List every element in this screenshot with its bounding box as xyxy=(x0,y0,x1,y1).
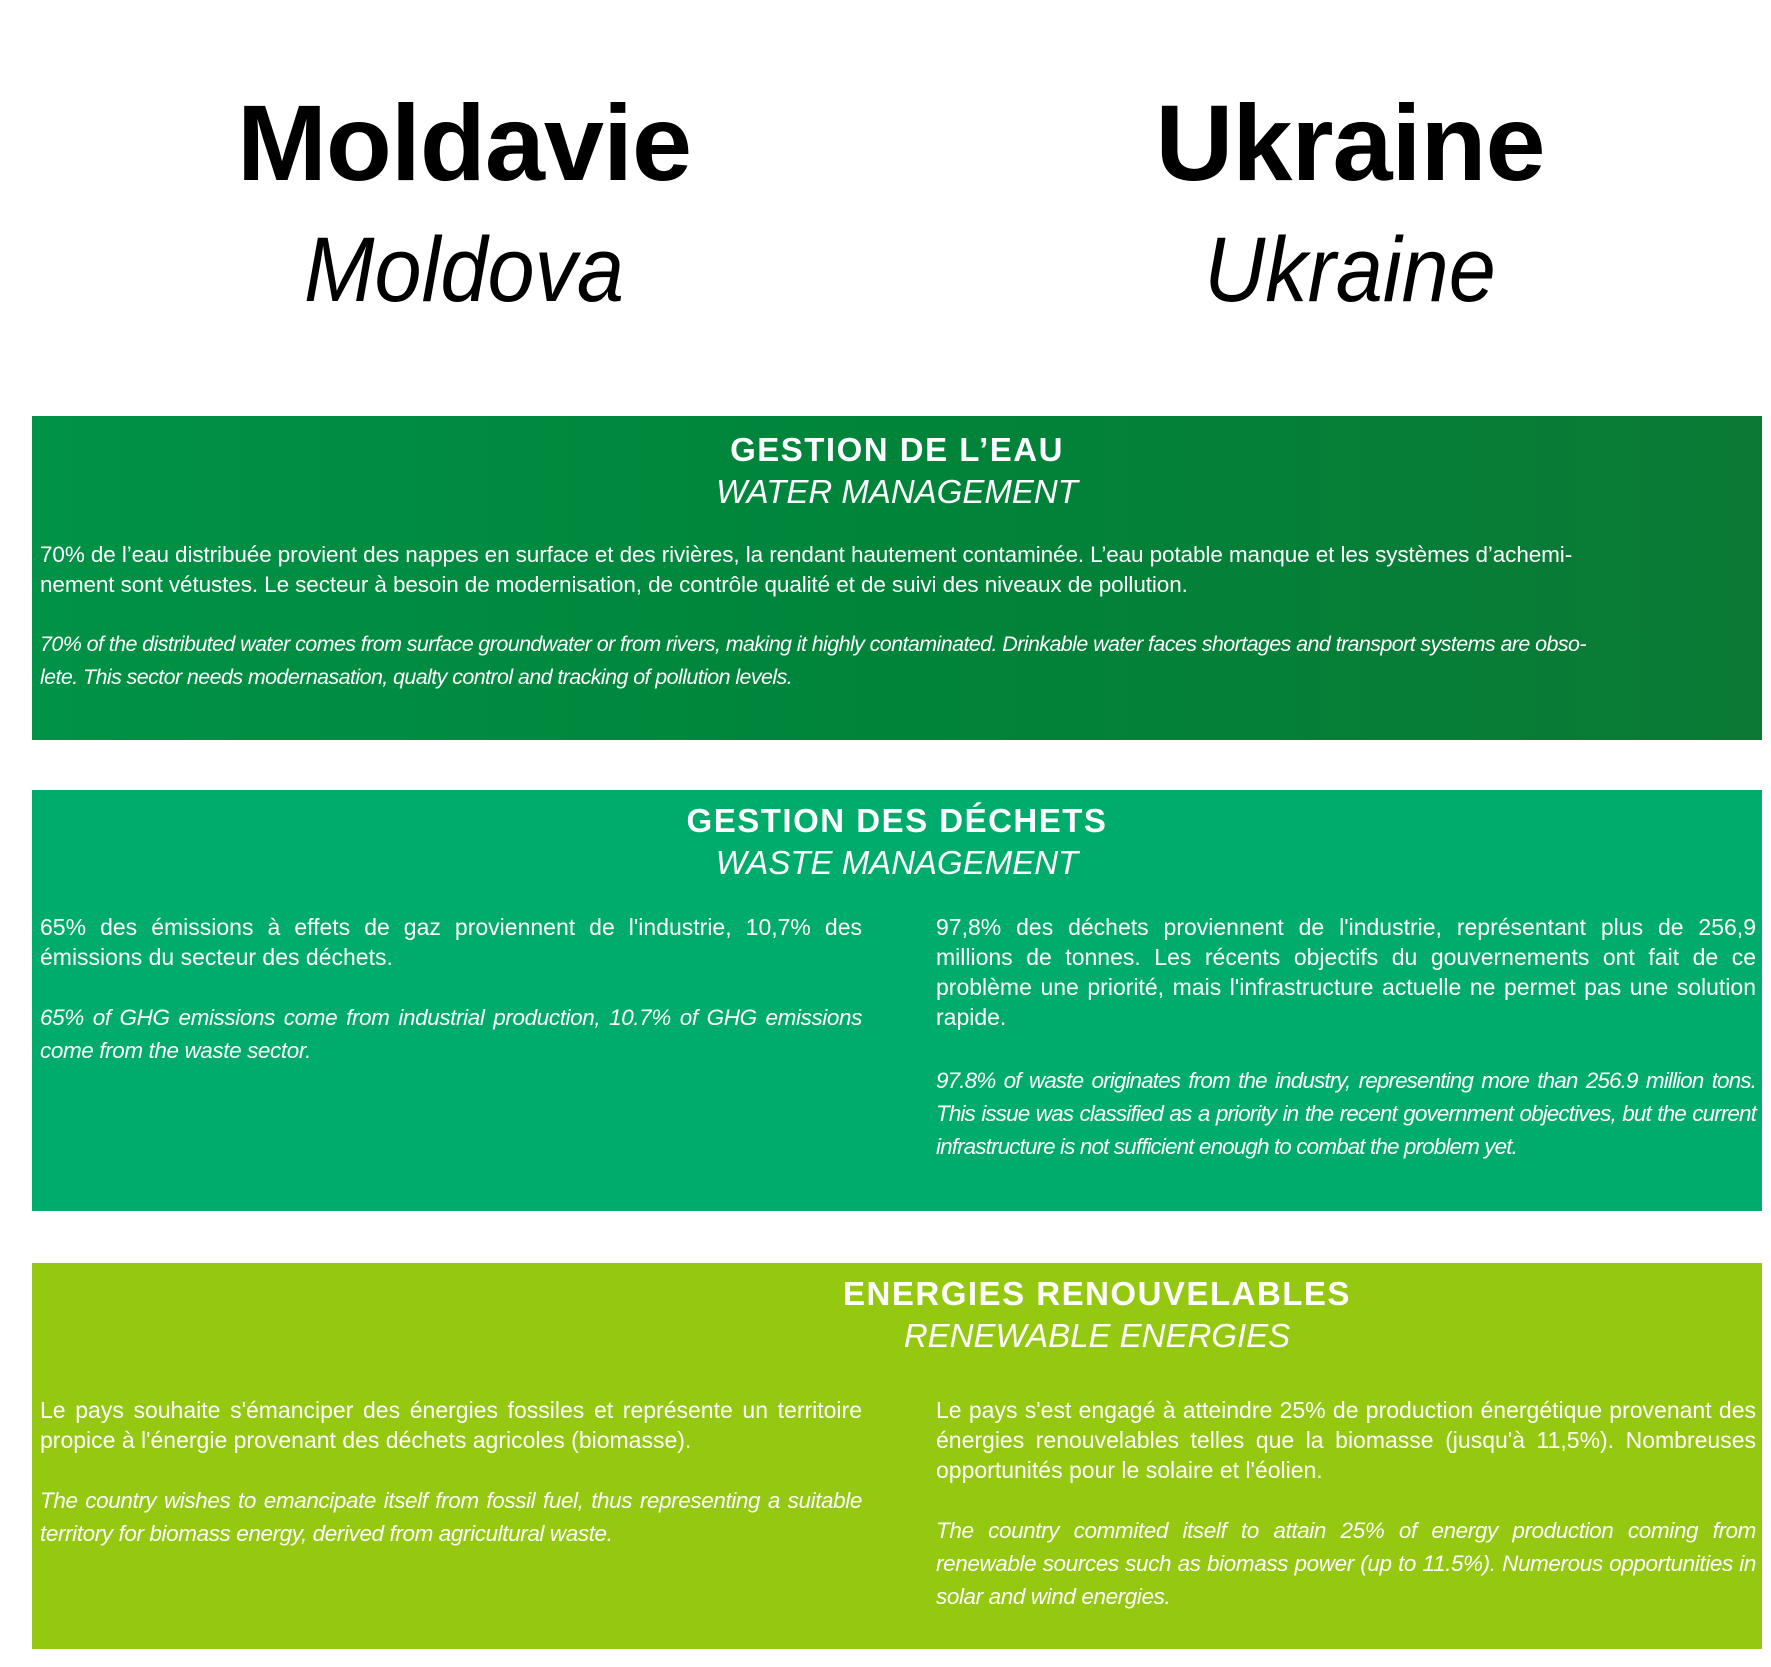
waste-moldova-text-fr: 65% des émissions à effets de gaz proviennent de l'industrie, 10,7% des émissions du secteur des déchets. xyxy=(40,914,862,970)
waste-management-panel xyxy=(32,790,1762,1211)
country-heading-moldova xyxy=(114,80,814,335)
energy-moldova-text-en: The country wishes to emancipate itself from fossil fuel, thus representing a suitable territory for biomass energy, derived from agricultural waste. xyxy=(40,1488,862,1546)
panel-title: ENERGIES RENOUVELABLES xyxy=(843,1275,1351,1312)
waste-ukraine-text-en: 97.8% of waste originates from the industry, representing more than 256.9 million tons. This issue was classified as a priority in the recent government objectives, but the current infrastructure is not sufficient enough to combat the problem yet. xyxy=(936,1068,1756,1159)
energy-ukraine-text-en: The country commited itself to attain 25% of energy production coming from renewable sources such as biomass power (up to 11.5%). Numerous opportunities in solar and wind energies. xyxy=(936,1518,1756,1609)
country-heading-ukraine xyxy=(1000,80,1700,335)
water-text-fr: 70% de l’eau distribuée provient des nappes en surface et des rivières, la rendant hautement contaminée. L’eau potable manque et les systèmes d’achemi- nement sont vétustes. Le secteur à besoin de modernisation, de contrôle qualité et de suivi des niveaux de pollution. xyxy=(40,542,1573,597)
panel-subtitle: WATER MANAGEMENT xyxy=(716,473,1078,510)
panel-title: GESTION DE L’EAU xyxy=(730,431,1064,468)
energy-ukraine-text-fr: Le pays s'est engagé à atteindre 25% de production énergétique provenant des énergies renouvelables telles que la biomasse (jusqu'à 11,5%). Nombreuses opportunités pour le solaire et l'éolien. xyxy=(936,1397,1756,1483)
panel-subtitle: RENEWABLE ENERGIES xyxy=(903,1317,1291,1354)
panel-title: GESTION DES DÉCHETS xyxy=(686,802,1108,839)
renewable-energies-panel xyxy=(32,1263,1762,1649)
panel-subtitle: WASTE MANAGEMENT xyxy=(715,844,1079,881)
water-management-panel xyxy=(32,416,1762,740)
energy-moldova-text-fr: Le pays souhaite s'émanciper des énergies fossiles et représente un territoire propice à l'énergie provenant des déchets agricoles (biomasse). xyxy=(40,1397,862,1453)
water-text-en: 70% of the distributed water comes from surface groundwater or from rivers, making it highly contaminated. Drinkable water faces shortages and transport systems are obso- lete. This sector needs modernasation, qualty control and tracking of pollution levels. xyxy=(40,632,1586,689)
country-name-fr: Ukraine xyxy=(1155,82,1545,203)
waste-ukraine-text-fr: 97,8% des déchets proviennent de l'industrie, représentant plus de 256,9 millions de tonnes. Les récents objectifs du gouvernements ont fait de ce problème une priorité, mais l'infrastructure actuelle ne permet pas une solution rapide. xyxy=(936,914,1756,1030)
waste-moldova-text-en: 65% of GHG emissions come from industrial production, 10.7% of GHG emissions come from the waste sector. xyxy=(40,1005,862,1063)
country-name-en: Ukraine xyxy=(1204,219,1496,321)
country-name-en: Moldova xyxy=(304,219,624,321)
country-name-fr: Moldavie xyxy=(236,82,692,203)
